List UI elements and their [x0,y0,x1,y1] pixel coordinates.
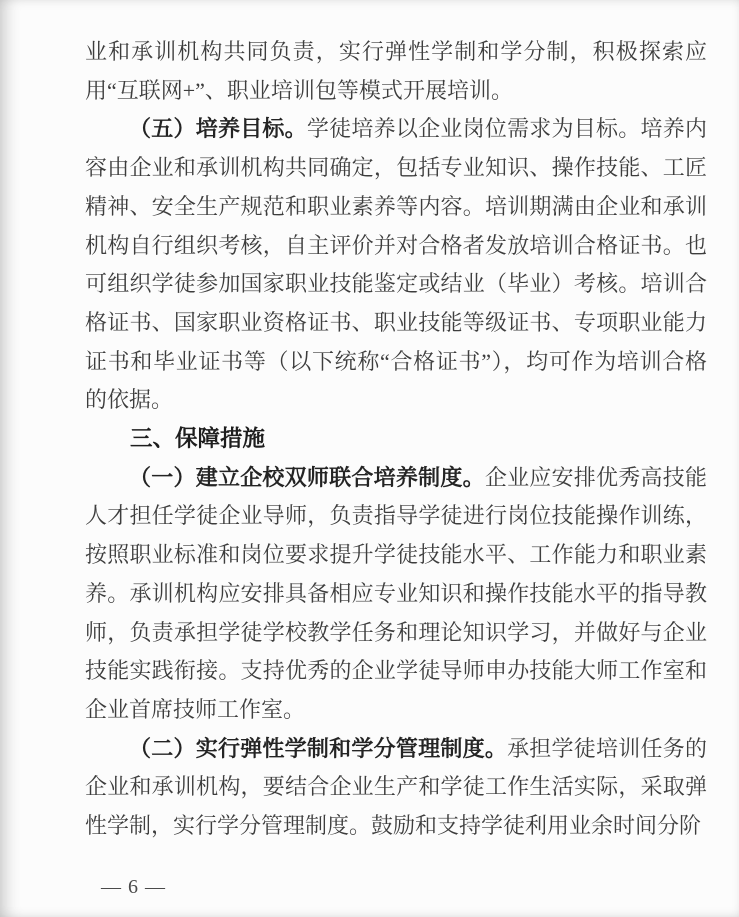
paragraph-item-5 [85,110,707,420]
paragraph-text: 业和承训机构共同负责，实行弹性学制和学分制，积极探索应用“互联网+”、职业培训包等模式开展培训。 [85,39,707,103]
paragraph-text: 承担学徒培训任务的企业和承训机构，要结合企业生产和学徒工作生活实际，采取弹性学制，实行学分管理制度。鼓励和支持学徒利用业余时间分阶 [85,735,707,839]
paragraph-text: 学徒培养以企业岗位需求为目标。培养内容由企业和承训机构共同确定，包括专业知识、操作技能、工匠精神、安全生产规范和职业素养等内容。培训期满由企业和承训机构自行组织考核，自主评价并对合格者发放培训合格证书。也可组织学徒参加国家职业技能鉴定或结业（毕业）考核。培训合格证书、国家职业资格证书、职业技能等级证书、专项职业能力证书和毕业证书等（以下统称“合格证书”），均可作为培训合格的依据。 [85,116,707,413]
paragraph-lead: （二）实行弹性学制和学分管理制度。 [129,735,508,761]
paragraph-lead: （一）建立企校双师联合培养制度。 [129,464,485,490]
paragraph-continuation [85,33,707,110]
document-body [85,33,707,846]
page-number: — 6 — [101,876,166,898]
paragraph-lead: （五）培养目标。 [129,116,307,142]
paragraph-text: 企业应安排优秀高技能人才担任学徒企业导师，负责指导学徒进行岗位技能操作训练，按照职业标准和岗位要求提升学徒技能水平、工作能力和职业素养。承训机构应安排具备相应专业知识和操作技能水平的指导教师，负责承担学徒学校教学任务和理论知识学习，并做好与企业技能实践衔接。支持优秀的企业学徒导师申办技能大师工作室和企业首席技师工作室。 [85,464,707,722]
section-heading-3: 三、保障措施 [130,426,266,452]
paragraph-item-1 [85,459,707,730]
paragraph-item-2 [85,730,707,846]
